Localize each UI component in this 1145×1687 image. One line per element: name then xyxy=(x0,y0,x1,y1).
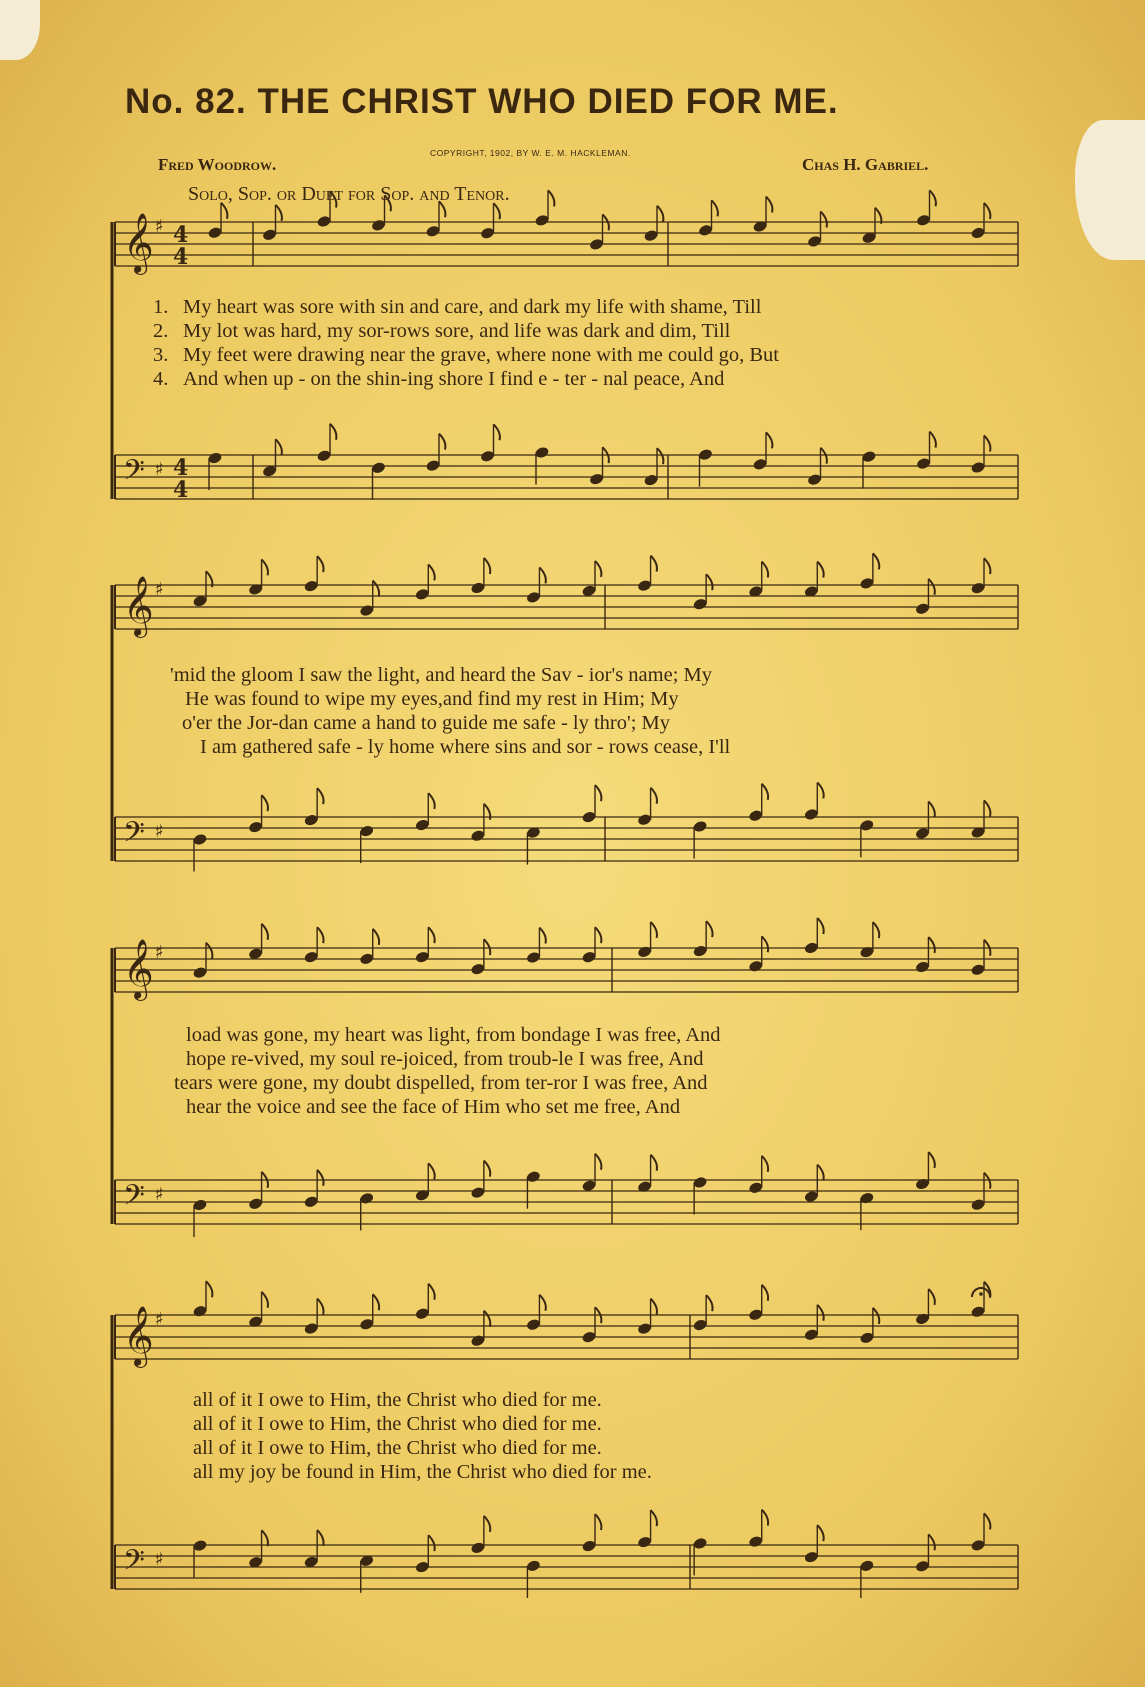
lyric-line: I am gathered safe - ly home where sins and sor - rows cease, I'll xyxy=(200,736,731,758)
note-flag xyxy=(651,922,657,938)
fermata-dot xyxy=(979,1292,983,1296)
lyric-line: o'er the Jor-dan came a hand to guide me safe - ly thro'; My xyxy=(182,712,670,734)
note-flag xyxy=(494,203,500,219)
note-flag xyxy=(595,561,601,577)
note-flag xyxy=(317,788,323,804)
note-flag xyxy=(762,1285,768,1301)
note-flag xyxy=(262,795,268,811)
note-flag xyxy=(262,924,268,940)
lyric-line: all of it I owe to Him, the Christ who died for me. xyxy=(193,1389,602,1411)
note-flag xyxy=(484,1516,490,1532)
note-flag xyxy=(439,434,445,450)
note-flag xyxy=(428,1535,434,1551)
performance-note: Solo, Sop. or Duet for Sop. and Tenor. xyxy=(188,183,510,205)
note-flag xyxy=(385,195,391,211)
note-flag xyxy=(484,558,490,574)
note-flag xyxy=(539,567,545,583)
note-flag xyxy=(595,1154,601,1170)
note-flag xyxy=(428,793,434,809)
sharp-icon: ♯ xyxy=(155,579,164,600)
lyric-line: 1. My heart was sore with sin and care, and dark my life with shame, Till xyxy=(153,296,762,318)
copyright-notice: COPYRIGHT, 1902, BY W. E. M. HACKLEMAN. xyxy=(430,148,631,158)
note-flag xyxy=(651,1155,657,1171)
note-flag xyxy=(317,927,323,943)
note-flag xyxy=(539,928,545,944)
note-flag xyxy=(595,1514,601,1530)
note-flag xyxy=(817,918,823,934)
note-flag xyxy=(330,191,336,207)
note-flag xyxy=(262,1530,268,1546)
note-flag xyxy=(651,556,657,572)
note-flag xyxy=(928,1289,934,1305)
treble-clef-icon: 𝄞 xyxy=(123,939,154,999)
note-flag xyxy=(373,929,379,945)
note-flag xyxy=(766,432,772,448)
note-flag xyxy=(206,1281,212,1297)
bass-clef-icon: 𝄢 xyxy=(123,454,145,494)
time-signature-top: 4 xyxy=(173,455,189,481)
lyricist-credit: Fred Woodrow. xyxy=(158,155,277,174)
note-flag xyxy=(221,203,227,219)
lyric-line: 2. My lot was hard, my sor-rows sore, and life was dark and dim, Till xyxy=(153,320,731,342)
note-flag xyxy=(762,1156,768,1172)
note-flag xyxy=(317,556,323,572)
bass-clef-icon: 𝄢 xyxy=(123,1544,145,1584)
note-flag xyxy=(928,579,934,595)
note-flag xyxy=(873,553,879,569)
note-flag xyxy=(706,1295,712,1311)
note-flag xyxy=(657,448,663,464)
note-flag xyxy=(276,439,282,455)
note-flag xyxy=(651,1510,657,1526)
note-flag xyxy=(984,436,990,452)
lyric-line: load was gone, my heart was light, from bondage I was free, And xyxy=(186,1024,721,1046)
note-flag xyxy=(651,1299,657,1315)
lyric-line: 3. My feet were drawing near the grave, where none with me could go, But xyxy=(153,344,780,366)
note-flag xyxy=(984,203,990,219)
note-flag xyxy=(762,936,768,952)
note-flag xyxy=(984,1173,990,1189)
lyric-line: tears were gone, my doubt dispelled, from ter-ror I was free, And xyxy=(174,1072,708,1094)
lyric-line: all of it I owe to Him, the Christ who died for me. xyxy=(193,1437,602,1459)
note-flag xyxy=(373,581,379,597)
sharp-icon: ♯ xyxy=(155,1549,164,1570)
note-flag xyxy=(428,1284,434,1300)
lyric-line: all of it I owe to Him, the Christ who died for me. xyxy=(193,1413,602,1435)
note-flag xyxy=(651,788,657,804)
lyric-line: He was found to wipe my eyes,and find my rest in Him; My xyxy=(185,688,679,710)
note-flag xyxy=(206,943,212,959)
note-flag xyxy=(873,1308,879,1324)
note-flag xyxy=(821,448,827,464)
treble-clef-icon: 𝄞 xyxy=(123,576,154,636)
note-flag xyxy=(930,432,936,448)
sharp-icon: ♯ xyxy=(155,1184,164,1205)
note-flag xyxy=(928,1152,934,1168)
note-flag xyxy=(262,559,268,575)
note-flag xyxy=(428,1163,434,1179)
note-flag xyxy=(548,190,554,206)
note-flag xyxy=(712,200,718,216)
note-flag xyxy=(928,801,934,817)
note-flag xyxy=(317,1170,323,1186)
note-flag xyxy=(276,205,282,221)
lyric-line: 4. And when up - on the shin-ing shore I find e - ter - nal peace, And xyxy=(153,368,725,390)
note-flag xyxy=(817,782,823,798)
time-signature-bottom: 4 xyxy=(173,244,189,270)
note-flag xyxy=(762,1510,768,1526)
lyric-line: hear the voice and see the face of Him who set me free, And xyxy=(186,1096,681,1118)
bass-clef-icon: 𝄢 xyxy=(123,1179,145,1219)
note-flag xyxy=(984,800,990,816)
treble-clef-icon: 𝄞 xyxy=(123,1306,154,1366)
sharp-icon: ♯ xyxy=(155,459,164,480)
note-flag xyxy=(484,1311,490,1327)
note-flag xyxy=(821,211,827,227)
treble-clef-icon: 𝄞 xyxy=(123,213,154,273)
note-flag xyxy=(762,562,768,578)
note-flag xyxy=(317,1299,323,1315)
note-flag xyxy=(706,574,712,590)
note-flag xyxy=(595,785,601,801)
composer-credit: Chas H. Gabriel. xyxy=(802,155,929,174)
note-flag xyxy=(330,424,336,440)
note-flag xyxy=(317,1530,323,1546)
note-flag xyxy=(439,201,445,217)
lyric-line: 'mid the gloom I saw the light, and heard the Sav - ior's name; My xyxy=(170,664,712,686)
sharp-icon: ♯ xyxy=(155,821,164,842)
note-flag xyxy=(875,208,881,224)
note-flag xyxy=(762,784,768,800)
note-flag xyxy=(873,922,879,938)
sharp-icon: ♯ xyxy=(155,942,164,963)
note-flag xyxy=(706,921,712,937)
time-signature-top: 4 xyxy=(173,222,189,248)
note-flag xyxy=(817,1305,823,1321)
note-flag xyxy=(484,1161,490,1177)
note-flag xyxy=(262,1292,268,1308)
note-flag xyxy=(657,206,663,222)
note-flag xyxy=(928,1534,934,1550)
note-flag xyxy=(494,424,500,440)
sharp-icon: ♯ xyxy=(155,1309,164,1330)
note-flag xyxy=(984,1513,990,1529)
lyric-line: hope re-vived, my soul re-joiced, from troub-le I was free, And xyxy=(186,1048,704,1070)
note-flag xyxy=(817,1525,823,1541)
bass-clef-icon: 𝄢 xyxy=(123,816,145,856)
note-flag xyxy=(428,927,434,943)
note-flag xyxy=(766,197,772,213)
time-signature-bottom: 4 xyxy=(173,477,189,503)
note-flag xyxy=(930,190,936,206)
note-flag xyxy=(928,937,934,953)
note-flag xyxy=(373,1294,379,1310)
note-flag xyxy=(539,1295,545,1311)
note-flag xyxy=(484,939,490,955)
note-flag xyxy=(428,564,434,580)
note-flag xyxy=(817,1165,823,1181)
lyric-line: all my joy be found in Him, the Christ who died for me. xyxy=(193,1461,652,1483)
note-flag xyxy=(817,562,823,578)
hymn-title: No. 82. THE CHRIST WHO DIED FOR ME. xyxy=(125,82,839,121)
note-flag xyxy=(595,927,601,943)
sharp-icon: ♯ xyxy=(155,216,164,237)
note-flag xyxy=(984,558,990,574)
